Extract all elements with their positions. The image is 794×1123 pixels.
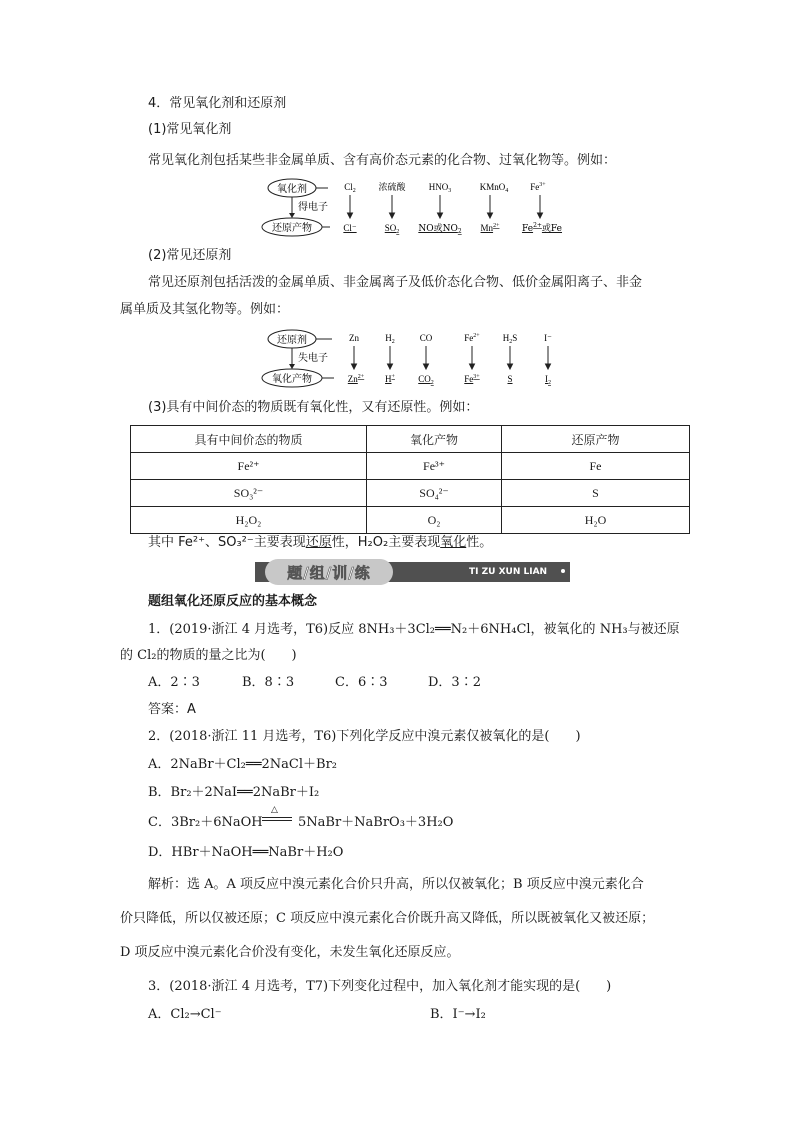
q2-option-b: B．Br₂＋2NaI══2NaBr＋I₂ bbox=[148, 785, 320, 800]
q2-analysis-line3: D 项反应中溴元素化合价没有变化，未发生氧化还原反应。 bbox=[120, 945, 460, 960]
oxidizer-intro: 常见氧化剂包括某些非金属单质、含有高价态元素的化合物、过氧化物等。例如： bbox=[148, 153, 617, 168]
banner-dot bbox=[561, 569, 565, 573]
note-keyword-reduction: 还原 bbox=[305, 535, 332, 550]
oxidizer-reactant: $Fe^{3+}$ bbox=[530, 182, 546, 192]
practice-banner bbox=[255, 559, 570, 585]
q1-line2: 的 Cl₂的物质的量之比为( ) bbox=[120, 648, 297, 663]
oxidizer-diagram bbox=[260, 176, 580, 240]
table-cell: H₂O bbox=[502, 507, 690, 534]
heat-triangle-icon: △ bbox=[271, 805, 278, 815]
reducer-intro-line1: 常见还原剂包括活泼的金属单质、非金属离子及低价态化合物、低价金属阳离子、非金 bbox=[148, 275, 643, 290]
oxidizer-top-label: 氧化剂 bbox=[277, 184, 307, 195]
reducer-reactant: $H_2$ bbox=[385, 333, 395, 345]
table-row bbox=[131, 507, 690, 534]
q2-option-a: A．2NaBr＋Cl₂══2NaCl＋Br₂ bbox=[148, 757, 338, 772]
table-cell: Fe³⁺ bbox=[367, 453, 502, 480]
q2-stem: 2．(2018·浙江 11 月选考，T6)下列化学反应中溴元素仅被氧化的是( ) bbox=[148, 729, 581, 744]
table-cell: SO₃²⁻ bbox=[131, 480, 367, 507]
oxidizer-product: NO或$NO_2$ bbox=[418, 224, 462, 235]
q2-option-c-products: 5NaBr＋NaBrO₃＋3H₂O bbox=[298, 815, 454, 830]
q2-option-d: D．HBr＋NaOH══NaBr＋H₂O bbox=[148, 845, 344, 860]
oxidizer-product: $Mn^{2+}$ bbox=[480, 223, 500, 233]
reducer-subheading: (2)常见还原剂 bbox=[148, 248, 232, 263]
table-header-row bbox=[131, 426, 690, 453]
q2-option-c: C．3Br₂＋6NaOH bbox=[148, 815, 263, 830]
intermediate-subheading: (3)具有中间价态的物质既有氧化性，又有还原性。例如： bbox=[148, 400, 479, 415]
reducer-product: S bbox=[507, 374, 513, 384]
section-heading: 4．常见氧化剂和还原剂 bbox=[148, 96, 287, 111]
q1-option-a: A．2∶3 bbox=[148, 675, 200, 690]
reducer-intro-line2: 属单质及其氢化物等。例如： bbox=[120, 302, 290, 317]
reducer-top-label: 还原剂 bbox=[277, 335, 307, 346]
table-cell: S bbox=[502, 480, 690, 507]
oxidizer-product: Cl⁻ bbox=[343, 223, 357, 233]
reducer-bottom-label: 氧化产物 bbox=[272, 374, 312, 385]
oxidizer-subheading: (1)常见氧化剂 bbox=[148, 122, 232, 137]
oxidizer-reactant: $HNO_3$ bbox=[428, 182, 452, 194]
note-keyword-oxidation: 氧化 bbox=[440, 535, 467, 550]
q3-option-a: A．Cl₂→Cl⁻ bbox=[148, 1007, 222, 1022]
note-middle: 性，H₂O₂主要表现 bbox=[331, 535, 441, 550]
reducer-product: $I_2$ bbox=[545, 374, 551, 386]
reaction-condition bbox=[262, 805, 292, 828]
table-row bbox=[131, 480, 690, 507]
oxidizer-reactant: KMnO$_4$ bbox=[479, 182, 509, 194]
table-header-cell: 具有中间价态的物质 bbox=[131, 426, 367, 453]
q2-analysis-line1: 解析：选 A。A 项反应中溴元素化合价只升高，所以仅被氧化；B 项反应中溴元素化合 bbox=[148, 877, 644, 892]
table-cell: H₂O₂ bbox=[131, 507, 367, 534]
banner-pinyin: TI ZU XUN LIAN bbox=[469, 567, 548, 577]
q1-option-c: C．6∶3 bbox=[335, 675, 388, 690]
q2-analysis-line2: 价只降低，所以仅被还原；C 项反应中溴元素化合价既升高又降低，所以既被氧化又被还原； bbox=[120, 911, 655, 926]
note-prefix: 其中 Fe²⁺、SO₃²⁻主要表现 bbox=[148, 535, 306, 550]
q1-answer: 答案：A bbox=[148, 702, 196, 717]
table-cell: SO₄²⁻ bbox=[367, 480, 502, 507]
group-title: 题组氧化还原反应的基本概念 bbox=[148, 594, 318, 609]
table-cell: O₂ bbox=[367, 507, 502, 534]
oxidizer-reactant: $Cl_2$ bbox=[344, 182, 356, 194]
oxidizer-product: $SO_2$ bbox=[384, 223, 400, 235]
reducer-product: $Zn^{2+}$ bbox=[347, 374, 365, 384]
table-header-cell: 氧化产物 bbox=[367, 426, 502, 453]
banner-title: 题/组/训/练 bbox=[287, 563, 371, 582]
reducer-diagram bbox=[260, 327, 580, 391]
table-cell: Fe²⁺ bbox=[131, 453, 367, 480]
intermediate-note bbox=[148, 533, 492, 553]
reducer-reactant: Zn bbox=[349, 333, 359, 343]
reducer-arrow-label: 失电子 bbox=[298, 353, 328, 364]
oxidizer-arrow-label: 得电子 bbox=[298, 202, 328, 213]
reducer-product: H+ bbox=[385, 374, 395, 384]
reducer-reactant: I⁻ bbox=[544, 333, 552, 343]
oxidizer-reactant: 浓硫酸 bbox=[378, 183, 406, 193]
oxidizer-product: $Fe^{2+}$或Fe bbox=[521, 222, 563, 234]
table-cell: Fe bbox=[502, 453, 690, 480]
reducer-reactant: CO bbox=[419, 333, 433, 343]
q1-option-b: B．8∶3 bbox=[242, 675, 295, 690]
reducer-reactant: $Fe^{2+}$ bbox=[464, 333, 480, 343]
note-suffix: 性。 bbox=[466, 535, 493, 550]
table-header-cell: 还原产物 bbox=[502, 426, 690, 453]
table-row bbox=[131, 453, 690, 480]
reducer-product: $Fe^{3+}$ bbox=[464, 374, 480, 384]
q3-option-b: B．I⁻→I₂ bbox=[430, 1007, 486, 1022]
reducer-reactant: $H_2S$ bbox=[502, 333, 518, 345]
oxidizer-bottom-label: 还原产物 bbox=[272, 223, 312, 234]
q1-option-d: D．3∶2 bbox=[428, 675, 481, 690]
valence-table bbox=[130, 425, 690, 534]
banner-pill bbox=[265, 559, 393, 585]
reducer-product: $CO_2$ bbox=[418, 374, 434, 386]
q3-stem: 3．(2018·浙江 4 月选考，T7)下列变化过程中，加入氧化剂才能实现的是( ) bbox=[148, 979, 612, 994]
q1-line1: 1．(2019·浙江 4 月选考，T6)反应 8NH₃＋3Cl₂══N₂＋6NH₄Cl，被氧化的 NH₃与被还原 bbox=[148, 622, 680, 637]
